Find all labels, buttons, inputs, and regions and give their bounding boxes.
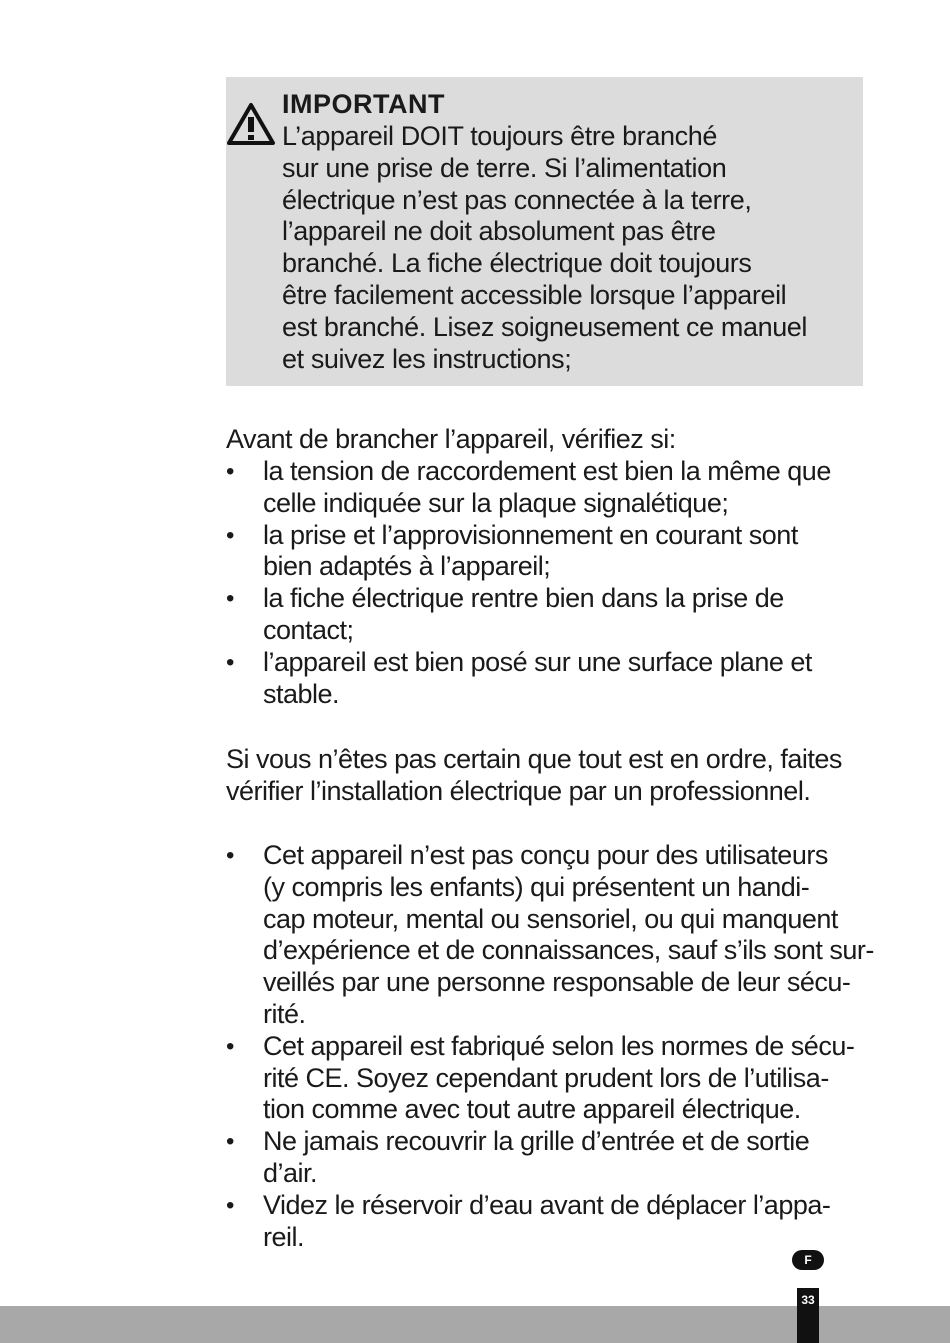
important-line: et suivez les instructions; (282, 343, 572, 374)
list-item-line: • Ne jamais recouvrir la grille d’entrée et de sortie (263, 1126, 810, 1157)
list-item-line: • la fiche électrique rentre bien dans la prise de (263, 583, 784, 614)
list-item (226, 840, 874, 1031)
list-item-line: tion comme avec tout autre appareil électrique. (263, 1094, 801, 1125)
list-item (226, 583, 868, 647)
language-badge: F (792, 1250, 824, 1270)
list-item (226, 1126, 868, 1190)
page-number: 33 (797, 1288, 819, 1343)
list-item-line: celle indiquée sur la plaque signalétique; (263, 487, 729, 518)
list-item-line: contact; (263, 614, 354, 645)
list-item-line: rité CE. Soyez cependant prudent lors de l’utilisa- (263, 1062, 829, 1093)
important-line: L’appareil DOIT toujours être branché (282, 121, 717, 151)
important-text (282, 121, 852, 375)
important-line: l’appareil ne doit absolument pas être (282, 216, 716, 247)
paragraph-line: Si vous n’êtes pas certain que tout est en ordre, faites (226, 744, 842, 774)
list-item (226, 647, 868, 711)
list-item (226, 1190, 868, 1254)
safety-notes-list (226, 840, 874, 1253)
list-item-line: • Cet appareil n’est pas conçu pour des utilisateurs (263, 840, 828, 870)
pre-connection-checklist (226, 456, 868, 710)
list-item-line: veillés par une personne responsable de leur sécu- (263, 967, 851, 998)
list-item-line: • Videz le réservoir d’eau avant de déplacer l’appa- (263, 1189, 831, 1220)
warning-triangle-icon (226, 101, 276, 147)
important-line: sur une prise de terre. Si l’alimentation (282, 152, 727, 183)
list-item-line: cap moteur, mental ou sensoriel, ou qui manquent (263, 903, 838, 934)
list-item-line: • l’appareil est bien posé sur une surface plane et (263, 646, 812, 677)
important-line: est branché. Lisez soigneusement ce manuel (282, 311, 808, 342)
list-item-line: • Cet appareil est fabriqué selon les normes de sécu- (263, 1030, 855, 1061)
list-item-line: reil. (263, 1221, 305, 1252)
list-item (226, 520, 868, 584)
checklist-intro: Avant de brancher l’appareil, vérifiez si: (226, 424, 676, 454)
important-line: être facilement accessible lorsque l’appareil (282, 279, 787, 310)
important-line: branché. La fiche électrique doit toujours (282, 248, 752, 279)
list-item-line: rité. (263, 998, 306, 1029)
list-item-line: bien adaptés à l’appareil; (263, 551, 551, 582)
important-line: électrique n’est pas connectée à la terre, (282, 184, 752, 215)
list-item-line: (y compris les enfants) qui présentent un handi- (263, 871, 810, 902)
list-item (226, 456, 868, 520)
list-item-line: • la prise et l’approvisionnement en courant sont (263, 519, 798, 550)
important-title: IMPORTANT (282, 89, 445, 119)
list-item-line: stable. (263, 678, 340, 709)
paragraph-line: vérifier l’installation électrique par un professionnel. (226, 775, 811, 806)
professional-advice-paragraph (226, 744, 868, 808)
list-item-line: • la tension de raccordement est bien la même que (263, 456, 831, 486)
list-item-line: d’air. (263, 1157, 318, 1188)
list-item-line: d’expérience et de connaissances, sauf s’ils sont sur- (263, 935, 874, 966)
list-item (226, 1031, 868, 1126)
